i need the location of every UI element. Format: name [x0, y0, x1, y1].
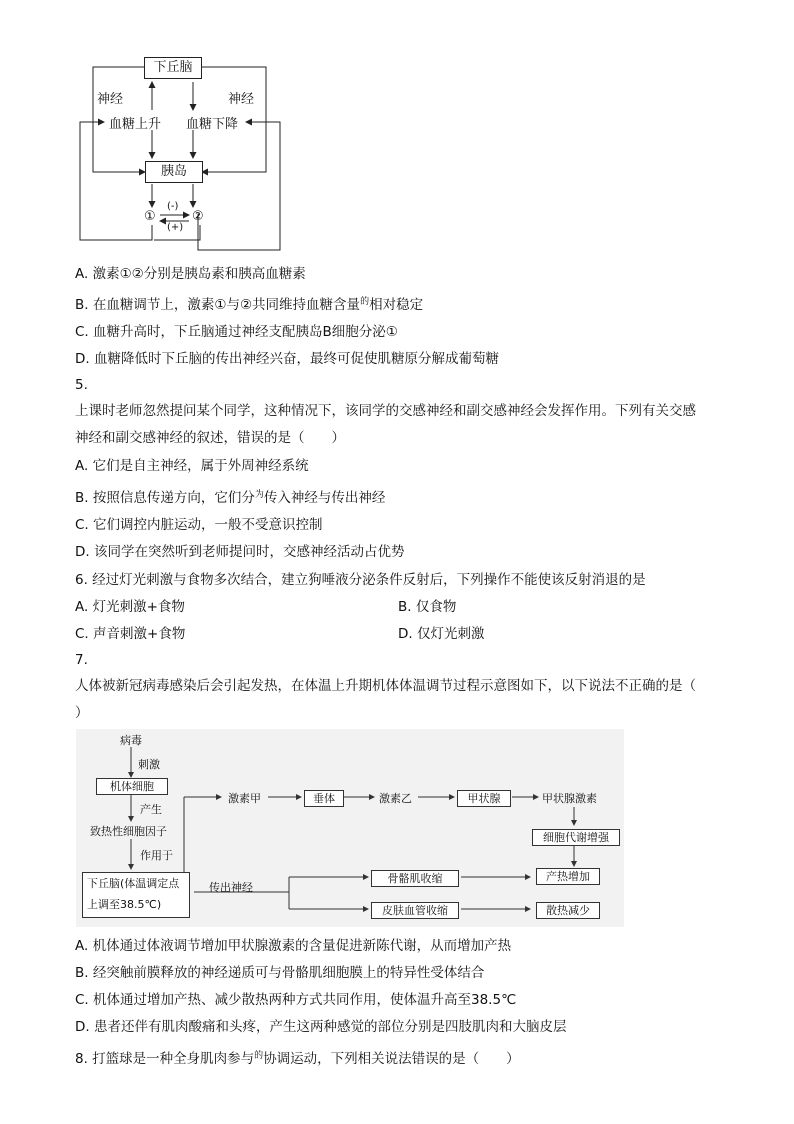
- heat-loss-decrease-box: 散热减少: [536, 902, 600, 919]
- q7-stem-line1: 人体被新冠病毒感染后会引起发热，在体温上升期机体体温调节过程示意图如下，以下说法不正确的是（: [75, 678, 696, 694]
- vessel-constriction-box: 皮肤血管收缩: [371, 902, 459, 919]
- q5-stem-line2: 神经和副交感神经的叙述，错误的是（ ）: [75, 430, 345, 446]
- body-cells-box: 机体细胞: [96, 778, 168, 795]
- pancreas-box: 胰岛: [145, 161, 203, 183]
- promote-sign: (+): [167, 222, 184, 233]
- hormone-a-label: 激素甲: [228, 792, 261, 805]
- pituitary-box: 垂体: [304, 790, 344, 807]
- q6-option-a: A. 灯光刺激+食物: [75, 599, 185, 615]
- nerve-label-right: 神经: [228, 92, 255, 107]
- q6-option-c: C. 声音刺激+食物: [75, 626, 186, 642]
- produce-label: 产生: [140, 803, 162, 816]
- q4-option-d: D. 血糖降低时下丘脑的传出神经兴奋，最终可促使肌糖原分解成葡萄糖: [75, 351, 499, 367]
- q5-stem-line1: 上课时老师忽然提问某个同学，这种情况下，该同学的交感神经和副交感神经会发挥作用。下列有关交感: [75, 403, 696, 419]
- nerve-label-left: 神经: [97, 92, 124, 107]
- act-on-label: 作用于: [140, 849, 173, 862]
- glucose-up-label: 血糖上升: [109, 117, 162, 132]
- glucose-down-label: 血糖下降: [186, 117, 239, 132]
- thyroid-box: 甲状腺: [457, 790, 511, 807]
- heat-increase-box: 产热增加: [536, 868, 600, 885]
- q5-number: 5.: [75, 377, 88, 393]
- hypothalamus-setpoint-box: 下丘脑(体温调定点 上调至38.5℃): [82, 872, 190, 918]
- q5-option-c: C. 它们调控内脏运动，一般不受意识控制: [75, 517, 323, 533]
- hormone-2: ②: [192, 209, 204, 224]
- q5-option-b: B. 按照信息传递方向，它们分$^为$传入神经与传出神经: [75, 490, 386, 506]
- q7-option-d: D. 患者还伴有肌肉酸痛和头疼，产生这两种感觉的部位分别是四肢肌肉和大脑皮层: [75, 1019, 567, 1035]
- hormone-1: ①: [144, 209, 156, 224]
- q5-option-d: D. 该同学在突然听到老师提问时，交感神经活动占优势: [75, 544, 405, 560]
- stimulate-label: 刺激: [138, 758, 160, 771]
- hypothalamus-box: 下丘脑: [144, 57, 202, 79]
- q4-option-c: C. 血糖升高时，下丘脑通过神经支配胰岛B细胞分泌①: [75, 324, 398, 340]
- inhibit-sign: (-): [167, 201, 179, 212]
- q7-stem-line2: ）: [75, 705, 89, 721]
- q7-option-b: B. 经突触前膜释放的神经递质可与骨骼肌细胞膜上的特异性受体结合: [75, 965, 485, 981]
- q6-stem: 6. 经过灯光刺激与食物多次结合，建立狗唾液分泌条件反射后，下列操作不能使该反射消退的是: [75, 572, 646, 588]
- pyrogen-label: 致热性细胞因子: [90, 825, 167, 838]
- virus-label: 病毒: [120, 734, 142, 747]
- thyroid-hormone-label: 甲状腺激素: [542, 792, 597, 805]
- q8-stem: 8. 打篮球是一种全身肌肉参与$^的$协调运动，下列相关说法错误的是（ ）: [75, 1051, 520, 1067]
- q6-option-b: B. 仅食物: [398, 599, 457, 615]
- q6-option-d: D. 仅灯光刺激: [398, 626, 485, 642]
- thermoregulation-diagram: [76, 729, 624, 927]
- muscle-contraction-box: 骨骼肌收缩: [371, 870, 459, 887]
- q7-option-a: A. 机体通过体液调节增加甲状腺激素的含量促进新陈代谢，从而增加产热: [75, 938, 512, 954]
- q5-option-a: A. 它们是自主神经，属于外周神经系统: [75, 458, 309, 474]
- hormone-b-label: 激素乙: [379, 792, 412, 805]
- q4-option-a: A. 激素①②分别是胰岛素和胰高血糖素: [75, 266, 306, 282]
- q7-number: 7.: [75, 652, 88, 668]
- q4-option-b: B. 在血糖调节上，激素①与②共同维持血糖含量$^的$相对稳定: [75, 297, 424, 313]
- metabolism-box: 细胞代谢增强: [532, 829, 620, 846]
- q7-option-c: C. 机体通过增加产热、减少散热两种方式共同作用，使体温升高至38.5℃: [75, 992, 517, 1008]
- efferent-nerve-label: 传出神经: [209, 881, 253, 894]
